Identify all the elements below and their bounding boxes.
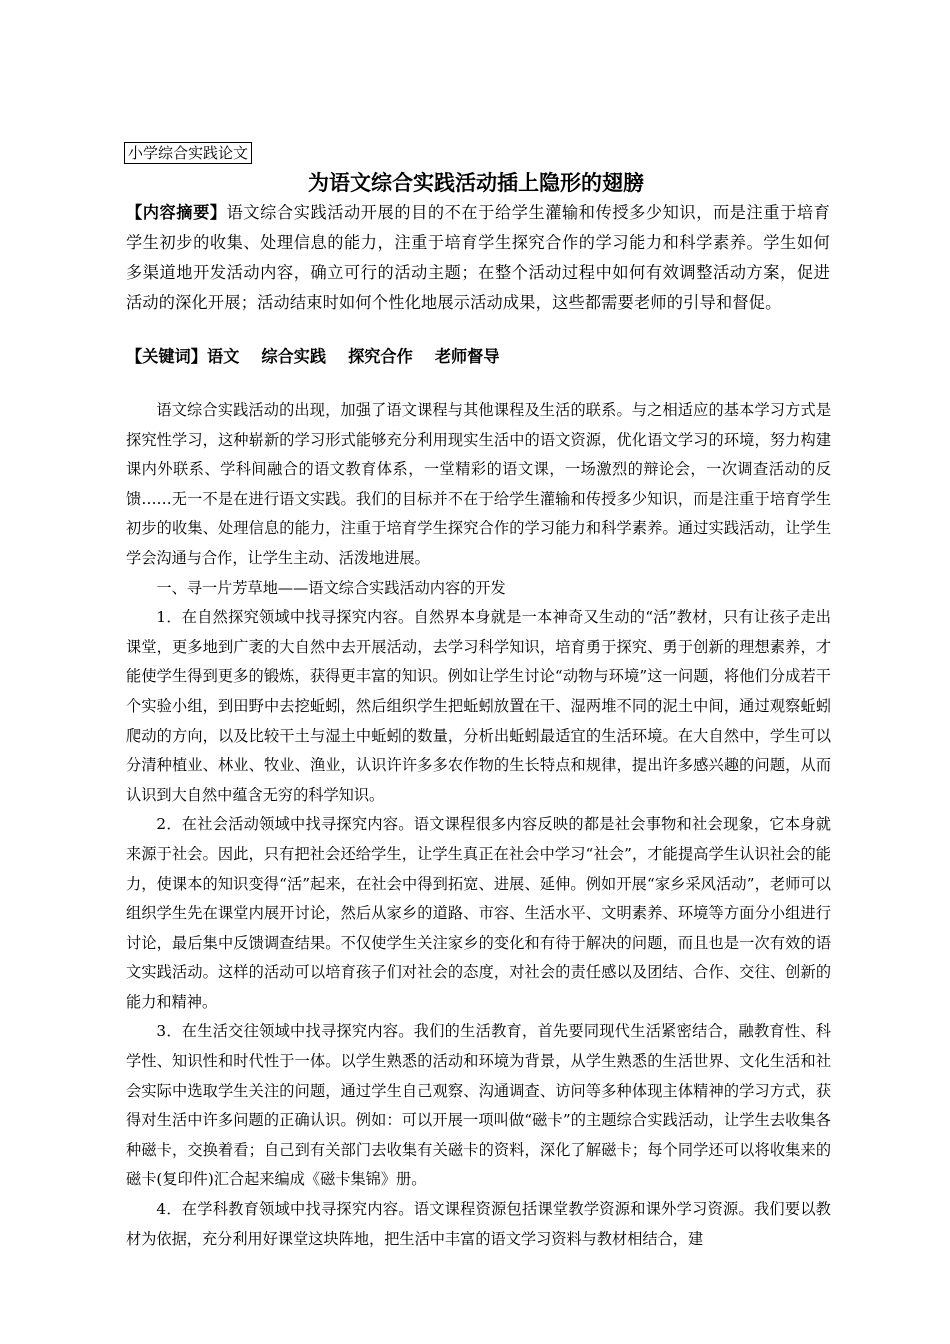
section-heading: 一、寻一片芳草地——语文综合实践活动内容的开发: [156, 578, 506, 597]
paragraph: 3．在生活交往领域中找寻探究内容。我们的生活教育，首先要同现代生活紧密结合，融教育性、科学性、知识性和时代性于一体。以学生熟悉的活动和环境为背景，从学生熟悉的生活世界、文化生活和社会实际中选取学生关注的问题，通过学生自己观察、沟通调查、访问等多种体现主体精神的学习方式，获得对生活中许多问题的正确认识。例如：可以开展一项叫做“磁卡”的主题综合实践活动，让学生去收集各种磁卡，交换着看；自己到有关部门去收集有关磁卡的资料，深化了解磁卡；每个同学还可以将收集来的磁卡(复印件)汇合起来编成《磁卡集锦》册。: [126, 1022, 831, 1189]
abstract-text: 语文综合实践活动开展的目的不在于给学生灌输和传授多少知识，而是注重于培育学生初步的收集、处理信息的能力，注重于培育学生探究合作的学习能力和科学素养。学生如何多渠道地开发活动内容，确立可行的活动主题；在整个活动过程中如何有效调整活动方案，促进活动的深化开展；活动结束时如何个性化地展示活动成果，这些都需要老师的引导和督促。: [126, 203, 830, 312]
category-tag: 小学综合实践论文: [124, 142, 252, 164]
paragraph: 语文综合实践活动的出现，加强了语文课程与其他课程及生活的联系。与之相适应的基本学习方式是探究性学习，这种崭新的学习形式能够充分利用现实生活中的语文资源，优化语文学习的环境，努力构建课内外联系、学科间融合的语文教育体系，一堂精彩的语文课，一场激烈的辩论会，一次调查活动的反馈……无一不是在进行语文实践。我们的目标并不在于给学生灌输和传授多少知识，而是注重于培育学生初步的收集、处理信息的能力，注重于培育学生探究合作的学习能力和科学素养。通过实践活动，让学生学会沟通与合作，让学生主动、活泼地进展。: [126, 401, 831, 567]
keyword: 探究合作: [348, 347, 413, 366]
page-title: 为语文综合实践活动插上隐形的翅膀: [308, 171, 644, 195]
paragraph: 2．在社会活动领域中找寻探究内容。语文课程很多内容反映的都是社会事物和社会现象，它本身就来源于社会。因此，只有把社会还给学生，让学生真正在社会中学习“社会”，才能提高学生认识社会的能力，使课本的知识变得“活”起来，在社会中得到拓宽、进展、延伸。例如开展“家乡采风活动”，老师可以组织学生先在课堂内展开讨论，然后从家乡的道路、市容、生活水平、文明素养、环境等方面分小组进行讨论，最后集中反馈调查结果。不仅使学生关注家乡的变化和有待于解决的问题，而且也是一次有效的语文实践活动。这样的活动可以培育孩子们对社会的态度，对社会的责任感以及团结、合作、交往、创新的能力和精神。: [126, 815, 831, 1011]
keywords: [126, 342, 522, 372]
keywords-label: 【关键词】: [126, 347, 207, 366]
abstract-label: 【内容摘要】: [126, 203, 227, 222]
abstract: [126, 198, 830, 318]
keyword: 语文: [206, 347, 240, 366]
body-text: [126, 396, 831, 1254]
paragraph: 1．在自然探究领域中找寻探究内容。自然界本身就是一本神奇又生动的“活”教材，只有让孩子走出课堂，更多地到广袤的大自然中去开展活动，去学习科学知识，培育勇于探究、勇于创新的理想素养，才能使学生得到更多的锻炼，获得更丰富的知识。例如让学生讨论“动物与环境”这一问题，将他们分成若干个实验小组，到田野中去挖蚯蚓，然后组织学生把蚯蚓放置在干、湿两堆不同的泥土中间，通过观察蚯蚓爬动的方向，以及比较干土与湿土中蚯蚓的数量，分析出蚯蚓最适宜的生活环境。在大自然中，学生可以分清种植业、林业、牧业、渔业，认识许许多多农作物的生长特点和规律，提出许多感兴趣的问题，从而认识到大自然中蕴含无穷的科学知识。: [126, 608, 831, 804]
keyword: 综合实践: [261, 347, 327, 366]
keyword: 老师督导: [434, 347, 500, 366]
paragraph: 4．在学科教育领域中找寻探究内容。语文课程资源包括课堂教学资源和课外学习资源。我们要以教材为依据，充分利用好课堂这块阵地，把生活中丰富的语文学习资料与教材相结合，建: [126, 1200, 831, 1248]
